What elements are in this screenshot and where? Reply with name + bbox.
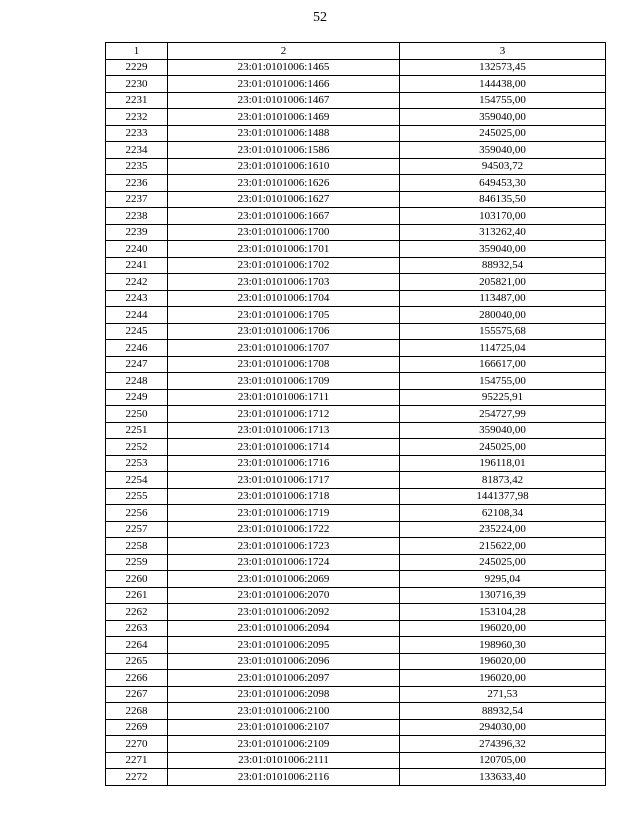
cadastral-number-cell: 23:01:0101006:1667 <box>168 208 400 225</box>
cadastral-number-cell: 23:01:0101006:1722 <box>168 521 400 538</box>
cadastral-number-cell: 23:01:0101006:1717 <box>168 472 400 489</box>
table-row <box>106 92 606 109</box>
row-number-cell: 2240 <box>106 241 168 258</box>
cadastral-number-cell: 23:01:0101006:2096 <box>168 653 400 670</box>
value-cell: 88932,54 <box>400 703 606 720</box>
value-cell: 133633,40 <box>400 769 606 786</box>
table-row <box>106 538 606 555</box>
row-number-cell: 2262 <box>106 604 168 621</box>
row-number-cell: 2236 <box>106 175 168 192</box>
cadastral-number-cell: 23:01:0101006:2097 <box>168 670 400 687</box>
cadastral-number-cell: 23:01:0101006:1713 <box>168 422 400 439</box>
cadastral-number-cell: 23:01:0101006:1467 <box>168 92 400 109</box>
row-number-cell: 2231 <box>106 92 168 109</box>
row-number-cell: 2245 <box>106 323 168 340</box>
row-number-cell: 2242 <box>106 274 168 291</box>
cadastral-number-cell: 23:01:0101006:2116 <box>168 769 400 786</box>
cadastral-number-cell: 23:01:0101006:1626 <box>168 175 400 192</box>
cadastral-number-cell: 23:01:0101006:1702 <box>168 257 400 274</box>
row-number-cell: 2254 <box>106 472 168 489</box>
table-row <box>106 290 606 307</box>
table-row <box>106 257 606 274</box>
value-cell: 205821,00 <box>400 274 606 291</box>
row-number-cell: 2266 <box>106 670 168 687</box>
row-number-cell: 2244 <box>106 307 168 324</box>
value-cell: 271,53 <box>400 686 606 703</box>
value-cell: 95225,91 <box>400 389 606 406</box>
value-cell: 120705,00 <box>400 752 606 769</box>
value-cell: 196020,00 <box>400 653 606 670</box>
row-number-cell: 2267 <box>106 686 168 703</box>
cadastral-number-cell: 23:01:0101006:2098 <box>168 686 400 703</box>
table-row <box>106 158 606 175</box>
cadastral-number-cell: 23:01:0101006:1711 <box>168 389 400 406</box>
table-row <box>106 604 606 621</box>
value-cell: 215622,00 <box>400 538 606 555</box>
cadastral-number-cell: 23:01:0101006:2100 <box>168 703 400 720</box>
cadastral-number-cell: 23:01:0101006:1716 <box>168 455 400 472</box>
cadastral-number-cell: 23:01:0101006:1701 <box>168 241 400 258</box>
column-header-3: 3 <box>400 43 606 60</box>
table-row <box>106 340 606 357</box>
cadastral-number-cell: 23:01:0101006:1700 <box>168 224 400 241</box>
table-row <box>106 109 606 126</box>
value-cell: 245025,00 <box>400 554 606 571</box>
cadastral-number-cell: 23:01:0101006:2094 <box>168 620 400 637</box>
table-row <box>106 653 606 670</box>
value-cell: 280040,00 <box>400 307 606 324</box>
table-row <box>106 769 606 786</box>
cadastral-number-cell: 23:01:0101006:1705 <box>168 307 400 324</box>
row-number-cell: 2229 <box>106 59 168 76</box>
value-cell: 359040,00 <box>400 422 606 439</box>
row-number-cell: 2258 <box>106 538 168 555</box>
row-number-cell: 2259 <box>106 554 168 571</box>
cadastral-number-cell: 23:01:0101006:1466 <box>168 76 400 93</box>
row-number-cell: 2250 <box>106 406 168 423</box>
table-row <box>106 455 606 472</box>
cadastral-number-cell: 23:01:0101006:1703 <box>168 274 400 291</box>
table-row <box>106 439 606 456</box>
cadastral-number-cell: 23:01:0101006:1718 <box>168 488 400 505</box>
table-row <box>106 323 606 340</box>
value-cell: 245025,00 <box>400 439 606 456</box>
cadastral-number-cell: 23:01:0101006:1706 <box>168 323 400 340</box>
value-cell: 649453,30 <box>400 175 606 192</box>
table-row <box>106 620 606 637</box>
row-number-cell: 2261 <box>106 587 168 604</box>
table-row <box>106 224 606 241</box>
row-number-cell: 2232 <box>106 109 168 126</box>
value-cell: 130716,39 <box>400 587 606 604</box>
cadastral-number-cell: 23:01:0101006:1719 <box>168 505 400 522</box>
row-number-cell: 2268 <box>106 703 168 720</box>
table-row <box>106 191 606 208</box>
cadastral-number-cell: 23:01:0101006:1488 <box>168 125 400 142</box>
row-number-cell: 2272 <box>106 769 168 786</box>
row-number-cell: 2241 <box>106 257 168 274</box>
value-cell: 154755,00 <box>400 373 606 390</box>
row-number-cell: 2264 <box>106 637 168 654</box>
row-number-cell: 2263 <box>106 620 168 637</box>
value-cell: 294030,00 <box>400 719 606 736</box>
table-row <box>106 587 606 604</box>
value-cell: 846135,50 <box>400 191 606 208</box>
table-row <box>106 505 606 522</box>
row-number-cell: 2238 <box>106 208 168 225</box>
row-number-cell: 2234 <box>106 142 168 159</box>
table-row <box>106 422 606 439</box>
row-number-cell: 2269 <box>106 719 168 736</box>
cadastral-number-cell: 23:01:0101006:1469 <box>168 109 400 126</box>
value-cell: 132573,45 <box>400 59 606 76</box>
row-number-cell: 2270 <box>106 736 168 753</box>
cadastral-number-cell: 23:01:0101006:2107 <box>168 719 400 736</box>
row-number-cell: 2252 <box>106 439 168 456</box>
row-number-cell: 2271 <box>106 752 168 769</box>
cadastral-number-cell: 23:01:0101006:1714 <box>168 439 400 456</box>
value-cell: 313262,40 <box>400 224 606 241</box>
cadastral-number-cell: 23:01:0101006:2109 <box>168 736 400 753</box>
table-row <box>106 307 606 324</box>
table-row <box>106 752 606 769</box>
table-row <box>106 736 606 753</box>
row-number-cell: 2233 <box>106 125 168 142</box>
table-header-row <box>106 43 606 60</box>
value-cell: 359040,00 <box>400 142 606 159</box>
row-number-cell: 2265 <box>106 653 168 670</box>
value-cell: 155575,68 <box>400 323 606 340</box>
value-cell: 103170,00 <box>400 208 606 225</box>
row-number-cell: 2256 <box>106 505 168 522</box>
row-number-cell: 2260 <box>106 571 168 588</box>
value-cell: 94503,72 <box>400 158 606 175</box>
cadastral-number-cell: 23:01:0101006:1627 <box>168 191 400 208</box>
value-cell: 235224,00 <box>400 521 606 538</box>
table-row <box>106 472 606 489</box>
cadastral-number-cell: 23:01:0101006:2070 <box>168 587 400 604</box>
cadastral-number-cell: 23:01:0101006:2095 <box>168 637 400 654</box>
value-cell: 254727,99 <box>400 406 606 423</box>
cadastral-number-cell: 23:01:0101006:1586 <box>168 142 400 159</box>
table-row <box>106 406 606 423</box>
cadastral-number-cell: 23:01:0101006:1704 <box>168 290 400 307</box>
value-cell: 144438,00 <box>400 76 606 93</box>
table-row <box>106 175 606 192</box>
cadastral-number-cell: 23:01:0101006:1724 <box>168 554 400 571</box>
value-cell: 359040,00 <box>400 241 606 258</box>
value-cell: 1441377,98 <box>400 488 606 505</box>
value-cell: 196020,00 <box>400 620 606 637</box>
value-cell: 274396,32 <box>400 736 606 753</box>
value-cell: 114725,04 <box>400 340 606 357</box>
value-cell: 62108,34 <box>400 505 606 522</box>
table-row <box>106 59 606 76</box>
table-row <box>106 373 606 390</box>
row-number-cell: 2249 <box>106 389 168 406</box>
row-number-cell: 2239 <box>106 224 168 241</box>
value-cell: 359040,00 <box>400 109 606 126</box>
table-row <box>106 241 606 258</box>
table-row <box>106 521 606 538</box>
table-row <box>106 142 606 159</box>
row-number-cell: 2248 <box>106 373 168 390</box>
value-cell: 196118,01 <box>400 455 606 472</box>
table-body <box>106 59 606 785</box>
table-row <box>106 637 606 654</box>
column-header-1: 1 <box>106 43 168 60</box>
cadastral-number-cell: 23:01:0101006:1723 <box>168 538 400 555</box>
row-number-cell: 2243 <box>106 290 168 307</box>
row-number-cell: 2257 <box>106 521 168 538</box>
column-header-2: 2 <box>168 43 400 60</box>
cadastral-number-cell: 23:01:0101006:2111 <box>168 752 400 769</box>
page-number: 52 <box>313 10 327 25</box>
table-row <box>106 274 606 291</box>
value-cell: 81873,42 <box>400 472 606 489</box>
table-row <box>106 356 606 373</box>
row-number-cell: 2230 <box>106 76 168 93</box>
table-row <box>106 488 606 505</box>
row-number-cell: 2253 <box>106 455 168 472</box>
table-row <box>106 554 606 571</box>
table-row <box>106 208 606 225</box>
data-table <box>105 42 606 786</box>
cadastral-number-cell: 23:01:0101006:2069 <box>168 571 400 588</box>
table-row <box>106 389 606 406</box>
cadastral-number-cell: 23:01:0101006:1707 <box>168 340 400 357</box>
value-cell: 198960,30 <box>400 637 606 654</box>
row-number-cell: 2246 <box>106 340 168 357</box>
value-cell: 9295,04 <box>400 571 606 588</box>
value-cell: 153104,28 <box>400 604 606 621</box>
table-row <box>106 670 606 687</box>
row-number-cell: 2247 <box>106 356 168 373</box>
cadastral-number-cell: 23:01:0101006:1610 <box>168 158 400 175</box>
cadastral-number-cell: 23:01:0101006:1465 <box>168 59 400 76</box>
cadastral-number-cell: 23:01:0101006:1712 <box>168 406 400 423</box>
value-cell: 245025,00 <box>400 125 606 142</box>
cadastral-number-cell: 23:01:0101006:1708 <box>168 356 400 373</box>
table-row <box>106 686 606 703</box>
cadastral-number-cell: 23:01:0101006:1709 <box>168 373 400 390</box>
table-row <box>106 703 606 720</box>
row-number-cell: 2235 <box>106 158 168 175</box>
value-cell: 88932,54 <box>400 257 606 274</box>
table-row <box>106 125 606 142</box>
table-row <box>106 571 606 588</box>
value-cell: 154755,00 <box>400 92 606 109</box>
table-row <box>106 76 606 93</box>
row-number-cell: 2251 <box>106 422 168 439</box>
table-row <box>106 719 606 736</box>
value-cell: 166617,00 <box>400 356 606 373</box>
row-number-cell: 2255 <box>106 488 168 505</box>
value-cell: 196020,00 <box>400 670 606 687</box>
value-cell: 113487,00 <box>400 290 606 307</box>
row-number-cell: 2237 <box>106 191 168 208</box>
cadastral-number-cell: 23:01:0101006:2092 <box>168 604 400 621</box>
